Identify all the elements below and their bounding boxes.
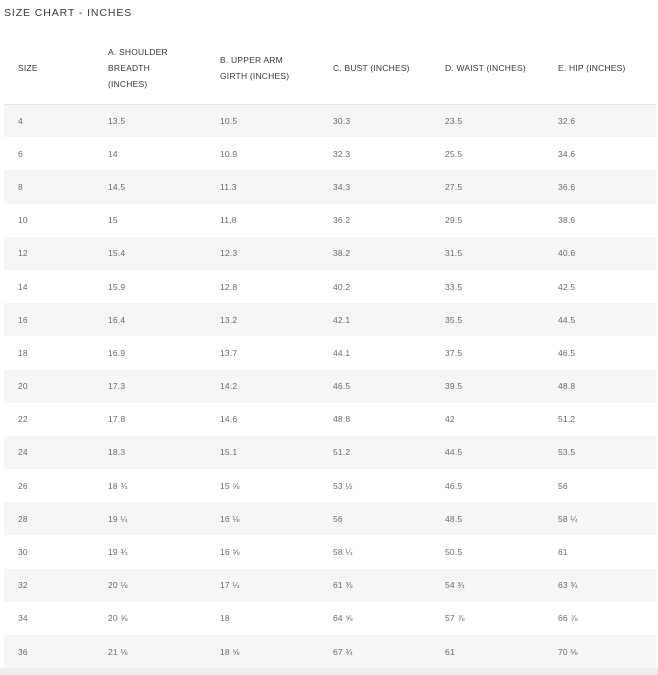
cell-waist: 42 <box>445 414 455 425</box>
cell-upper-arm-girth: 12.3 <box>220 248 238 259</box>
cell-hip: 44.5 <box>558 314 576 325</box>
cell-size: 24 <box>18 447 28 458</box>
cell-shoulder-breadth: 21 ⅛ <box>108 646 128 657</box>
cell-bust: 53 ½ <box>333 480 353 491</box>
cell-bust: 51.2 <box>333 447 351 458</box>
cell-upper-arm-girth: 13.2 <box>220 314 238 325</box>
cell-shoulder-breadth: 20 ⅝ <box>108 613 128 624</box>
cell-bust: 38.2 <box>333 248 351 259</box>
cell-size: 36 <box>18 646 28 657</box>
cell-shoulder-breadth: 13.5 <box>108 115 126 126</box>
column-header-line: B. UPPER ARM <box>220 55 283 66</box>
table-row <box>4 469 656 502</box>
table-row <box>4 303 656 336</box>
cell-size: 16 <box>18 314 28 325</box>
cell-bust: 48.8 <box>333 414 351 425</box>
cell-shoulder-breadth: 18 ¾ <box>108 480 128 491</box>
table-row <box>4 403 656 436</box>
table-row <box>4 436 656 469</box>
table-row <box>4 370 656 403</box>
table-row <box>4 237 656 270</box>
cell-bust: 42.1 <box>333 314 351 325</box>
table-row <box>4 569 656 602</box>
cell-shoulder-breadth: 15 <box>108 215 118 226</box>
table-row <box>4 635 656 668</box>
cell-waist: 39.5 <box>445 381 463 392</box>
column-header-line: C. BUST (INCHES) <box>333 63 410 74</box>
table-body <box>4 104 656 668</box>
cell-shoulder-breadth: 18.3 <box>108 447 126 458</box>
cell-shoulder-breadth: 16.9 <box>108 347 126 358</box>
cell-hip: 36.6 <box>558 181 576 192</box>
cell-size: 14 <box>18 281 28 292</box>
cell-waist: 44.5 <box>445 447 463 458</box>
size-chart-table <box>4 33 656 668</box>
cell-upper-arm-girth: 17 ¼ <box>220 580 240 591</box>
cell-bust: 61 ⅜ <box>333 580 353 591</box>
cell-shoulder-breadth: 17.8 <box>108 414 126 425</box>
column-header-line: D. WAIST (INCHES) <box>445 63 526 74</box>
cell-waist: 33.5 <box>445 281 463 292</box>
cell-hip: 53.5 <box>558 447 576 458</box>
cell-waist: 23.5 <box>445 115 463 126</box>
cell-shoulder-breadth: 14 <box>108 148 118 159</box>
size-table-container <box>4 33 656 668</box>
cell-bust: 44.1 <box>333 347 351 358</box>
cell-upper-arm-girth: 18 <box>220 613 230 624</box>
cell-upper-arm-girth: 15.1 <box>220 447 238 458</box>
cell-size: 32 <box>18 580 28 591</box>
column-header-size <box>4 33 94 104</box>
cell-bust: 36.2 <box>333 215 351 226</box>
cell-waist: 46.5 <box>445 480 463 491</box>
cell-waist: 25.5 <box>445 148 463 159</box>
cell-bust: 56 <box>333 513 343 524</box>
cell-hip: 51.2 <box>558 414 576 425</box>
cell-waist: 57 ⅞ <box>445 613 465 624</box>
table-row <box>4 170 656 203</box>
cell-hip: 40.6 <box>558 248 576 259</box>
cell-waist: 61 <box>445 646 455 657</box>
column-header-upper-arm-girth <box>206 33 319 104</box>
cell-hip: 56 <box>558 480 568 491</box>
cell-hip: 63 ¾ <box>558 580 578 591</box>
column-header-line: GIRTH (INCHES) <box>220 71 290 82</box>
bottom-edge-shade <box>0 668 658 675</box>
cell-upper-arm-girth: 10.5 <box>220 115 238 126</box>
cell-waist: 29.5 <box>445 215 463 226</box>
cell-hip: 38.6 <box>558 215 576 226</box>
column-header-hip <box>544 33 656 104</box>
page-title: SIZE CHART - INCHES <box>4 7 133 19</box>
cell-shoulder-breadth: 19 ¾ <box>108 547 128 558</box>
header-row <box>4 33 656 104</box>
cell-bust: 40.2 <box>333 281 351 292</box>
cell-size: 22 <box>18 414 28 425</box>
cell-bust: 64 ⅝ <box>333 613 353 624</box>
cell-hip: 42.5 <box>558 281 576 292</box>
table-row <box>4 336 656 369</box>
cell-size: 30 <box>18 547 28 558</box>
cell-shoulder-breadth: 16.4 <box>108 314 126 325</box>
column-header-line: BREADTH <box>108 63 151 74</box>
cell-hip: 34.6 <box>558 148 576 159</box>
cell-size: 10 <box>18 215 28 226</box>
cell-upper-arm-girth: 16 ⅛ <box>220 513 240 524</box>
column-header-waist <box>431 33 544 104</box>
cell-waist: 48.5 <box>445 513 463 524</box>
cell-shoulder-breadth: 14.5 <box>108 181 126 192</box>
cell-waist: 31.5 <box>445 248 463 259</box>
table-row <box>4 204 656 237</box>
cell-shoulder-breadth: 15.4 <box>108 248 126 259</box>
cell-size: 34 <box>18 613 28 624</box>
cell-bust: 58 ¼ <box>333 547 353 558</box>
column-header-line: E. HIP (INCHES) <box>558 63 626 74</box>
cell-size: 20 <box>18 381 28 392</box>
cell-shoulder-breadth: 20 ⅛ <box>108 580 128 591</box>
column-header-line: (INCHES) <box>108 79 148 90</box>
cell-upper-arm-girth: 16 ⅝ <box>220 547 240 558</box>
table-row <box>4 104 656 137</box>
cell-bust: 34.3 <box>333 181 351 192</box>
cell-upper-arm-girth: 11.3 <box>220 181 237 192</box>
cell-waist: 35.5 <box>445 314 463 325</box>
table-row <box>4 502 656 535</box>
cell-upper-arm-girth: 14.2 <box>220 381 238 392</box>
cell-hip: 58 ¼ <box>558 513 578 524</box>
cell-shoulder-breadth: 17.3 <box>108 381 126 392</box>
column-header-line: SIZE <box>18 63 38 74</box>
cell-hip: 70 ⅛ <box>558 646 578 657</box>
column-header-shoulder-breadth <box>94 33 206 104</box>
cell-hip: 61 <box>558 547 568 558</box>
cell-waist: 27.5 <box>445 181 463 192</box>
cell-upper-arm-girth: 14.6 <box>220 414 238 425</box>
table-row <box>4 602 656 635</box>
cell-waist: 54 ¾ <box>445 580 465 591</box>
cell-upper-arm-girth: 18 ⅝ <box>220 646 240 657</box>
cell-waist: 37.5 <box>445 347 463 358</box>
table-row <box>4 535 656 568</box>
cell-size: 12 <box>18 248 28 259</box>
cell-hip: 48.8 <box>558 381 576 392</box>
cell-size: 4 <box>18 115 23 126</box>
cell-upper-arm-girth: 13.7 <box>220 347 238 358</box>
cell-waist: 50.5 <box>445 547 463 558</box>
cell-bust: 46.5 <box>333 381 351 392</box>
cell-size: 8 <box>18 181 23 192</box>
cell-hip: 32.6 <box>558 115 576 126</box>
cell-bust: 32.3 <box>333 148 351 159</box>
table-row <box>4 270 656 303</box>
cell-hip: 46.5 <box>558 347 576 358</box>
cell-hip: 66 ⅞ <box>558 613 578 624</box>
table-row <box>4 137 656 170</box>
cell-upper-arm-girth: 11.8 <box>220 215 237 226</box>
cell-size: 26 <box>18 480 28 491</box>
cell-upper-arm-girth: 15 ⅝ <box>220 480 240 491</box>
cell-size: 28 <box>18 513 28 524</box>
cell-shoulder-breadth: 15.9 <box>108 281 126 292</box>
cell-shoulder-breadth: 19 ¼ <box>108 513 128 524</box>
cell-upper-arm-girth: 10.9 <box>220 148 238 159</box>
table-header <box>4 33 656 104</box>
column-header-line: A. SHOULDER <box>108 47 168 58</box>
column-header-bust <box>319 33 431 104</box>
cell-bust: 30.3 <box>333 115 351 126</box>
cell-size: 6 <box>18 148 23 159</box>
cell-upper-arm-girth: 12.8 <box>220 281 238 292</box>
cell-bust: 67 ¾ <box>333 646 353 657</box>
cell-size: 18 <box>18 347 28 358</box>
